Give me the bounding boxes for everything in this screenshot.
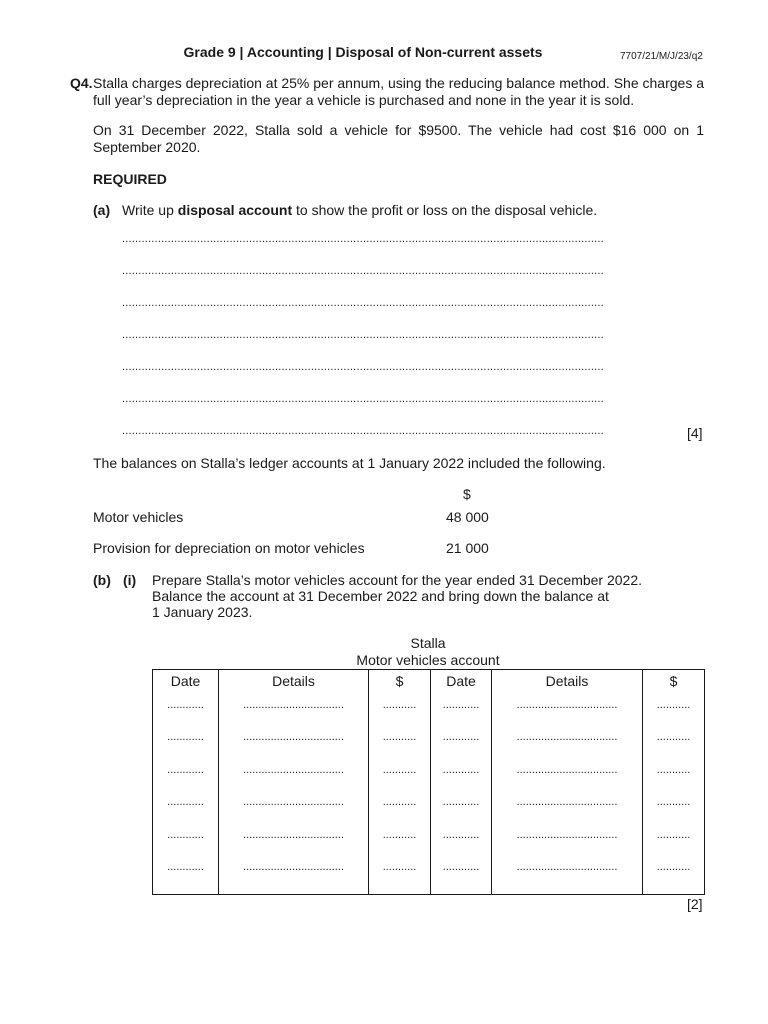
ledger-cell-date[interactable]: ............ (153, 731, 219, 763)
ledger-cell-amount[interactable]: ........... (643, 829, 705, 861)
table-row (153, 764, 705, 796)
ledger-cell-amount[interactable]: ........... (643, 796, 705, 828)
ledger-cell-date[interactable]: ............ (153, 829, 219, 861)
part-a-label: (a) (93, 202, 111, 218)
ledger-cell-amount[interactable]: ........... (369, 829, 431, 861)
page-title: Grade 9 | Accounting | Disposal of Non-current assets (183, 44, 543, 60)
ledger-cell-details[interactable]: ................................. (492, 829, 643, 861)
ledger-cell-date[interactable]: ............ (431, 699, 492, 731)
answer-line[interactable]: .................................................................................................................................................... (122, 297, 604, 309)
question-number: Q4. (70, 75, 93, 91)
part-a-mark: [4] (687, 425, 703, 441)
table-row (153, 796, 705, 828)
ledger-cell-details[interactable]: ................................. (219, 796, 369, 828)
question-intro: Stalla charges depreciation at 25% per annum, using the reducing balance method. She charges a full year’s depreciation in the year a vehicle is purchased and none in the year it is sold. (93, 75, 704, 108)
balance-label-motor-vehicles: Motor vehicles (93, 509, 184, 525)
answer-line[interactable]: .................................................................................................................................................... (122, 233, 604, 245)
question-sale-info: On 31 December 2022, Stalla sold a vehicle for $9500. The vehicle had cost $16 000 on 1 September 2020. (93, 122, 704, 155)
ledger-cell-amount[interactable]: ........... (369, 764, 431, 796)
ledger-cell-details[interactable]: ................................. (219, 861, 369, 894)
ledger-cell-amount[interactable]: ........... (643, 764, 705, 796)
part-b-line-3: 1 January 2023. (152, 604, 253, 620)
ledger-cell-details[interactable]: ................................. (492, 731, 643, 763)
paper-code: 7707/21/M/J/23/q2 (620, 51, 703, 62)
ledger-header-details-credit: Details (492, 670, 643, 700)
balance-value-provision: 21 000 (446, 540, 489, 556)
ledger-cell-amount[interactable]: ........... (369, 731, 431, 763)
part-b-line-2: Balance the account at 31 December 2022 and bring down the balance at (152, 588, 609, 604)
ledger-header-amount-credit: $ (643, 670, 705, 700)
answer-line[interactable]: .................................................................................................................................................... (122, 393, 604, 405)
part-b-mark: [2] (687, 896, 703, 912)
answer-line[interactable]: .................................................................................................................................................... (122, 265, 604, 277)
part-b-label: (b) (93, 572, 111, 588)
answer-line[interactable]: .................................................................................................................................................... (122, 425, 604, 437)
ledger-table (152, 669, 705, 895)
ledger-cell-details[interactable]: ................................. (219, 731, 369, 763)
ledger-header-row (153, 670, 705, 700)
part-b-line-1: Prepare Stalla’s motor vehicles account for the year ended 31 December 2022. (152, 572, 643, 588)
ledger-cell-date[interactable]: ............ (153, 796, 219, 828)
answer-line[interactable]: .................................................................................................................................................... (122, 329, 604, 341)
ledger-cell-details[interactable]: ................................. (492, 699, 643, 731)
ledger-cell-amount[interactable]: ........... (643, 699, 705, 731)
ledger-cell-date[interactable]: ............ (431, 861, 492, 894)
ledger-header-details-debit: Details (219, 670, 369, 700)
ledger-cell-date[interactable]: ............ (431, 829, 492, 861)
table-row (153, 829, 705, 861)
part-a-instruction (122, 202, 597, 219)
ledger-cell-amount[interactable]: ........... (369, 861, 431, 894)
ledger-cell-details[interactable]: ................................. (219, 699, 369, 731)
ledger-cell-date[interactable]: ............ (153, 699, 219, 731)
ledger-cell-details[interactable]: ................................. (492, 861, 643, 894)
balances-intro: The balances on Stalla’s ledger accounts at 1 January 2022 included the following. (93, 455, 606, 471)
part-a-text-before: Write up (122, 202, 178, 218)
ledger-header-date-debit: Date (153, 670, 219, 700)
ledger-cell-date[interactable]: ............ (431, 796, 492, 828)
balance-value-motor-vehicles: 48 000 (446, 509, 489, 525)
part-a-text-after: to show the profit or loss on the disposal vehicle. (292, 202, 598, 218)
ledger-cell-amount[interactable]: ........... (369, 796, 431, 828)
ledger-cell-date[interactable]: ............ (153, 861, 219, 894)
ledger-header-date-credit: Date (431, 670, 492, 700)
ledger-cell-amount[interactable]: ........... (643, 861, 705, 894)
table-row (153, 731, 705, 763)
ledger-header-amount-debit: $ (369, 670, 431, 700)
ledger-account-title: Motor vehicles account (356, 652, 500, 668)
part-a-text-bold: disposal account (177, 202, 293, 218)
part-b-sub-label: (i) (123, 572, 137, 588)
ledger-owner: Stalla (410, 635, 446, 651)
ledger-cell-amount[interactable]: ........... (643, 731, 705, 763)
ledger-cell-details[interactable]: ................................. (492, 764, 643, 796)
ledger-cell-details[interactable]: ................................. (219, 764, 369, 796)
table-row (153, 699, 705, 731)
table-row (153, 861, 705, 894)
ledger-cell-details[interactable]: ................................. (219, 829, 369, 861)
balance-label-provision: Provision for depreciation on motor vehicles (93, 540, 365, 556)
ledger-cell-date[interactable]: ............ (431, 764, 492, 796)
ledger-cell-date[interactable]: ............ (431, 731, 492, 763)
required-heading: REQUIRED (93, 171, 167, 187)
answer-line[interactable]: .................................................................................................................................................... (122, 361, 604, 373)
ledger-cell-details[interactable]: ................................. (492, 796, 643, 828)
ledger-cell-amount[interactable]: ........... (369, 699, 431, 731)
balances-currency: $ (463, 486, 471, 502)
ledger-cell-date[interactable]: ............ (153, 764, 219, 796)
